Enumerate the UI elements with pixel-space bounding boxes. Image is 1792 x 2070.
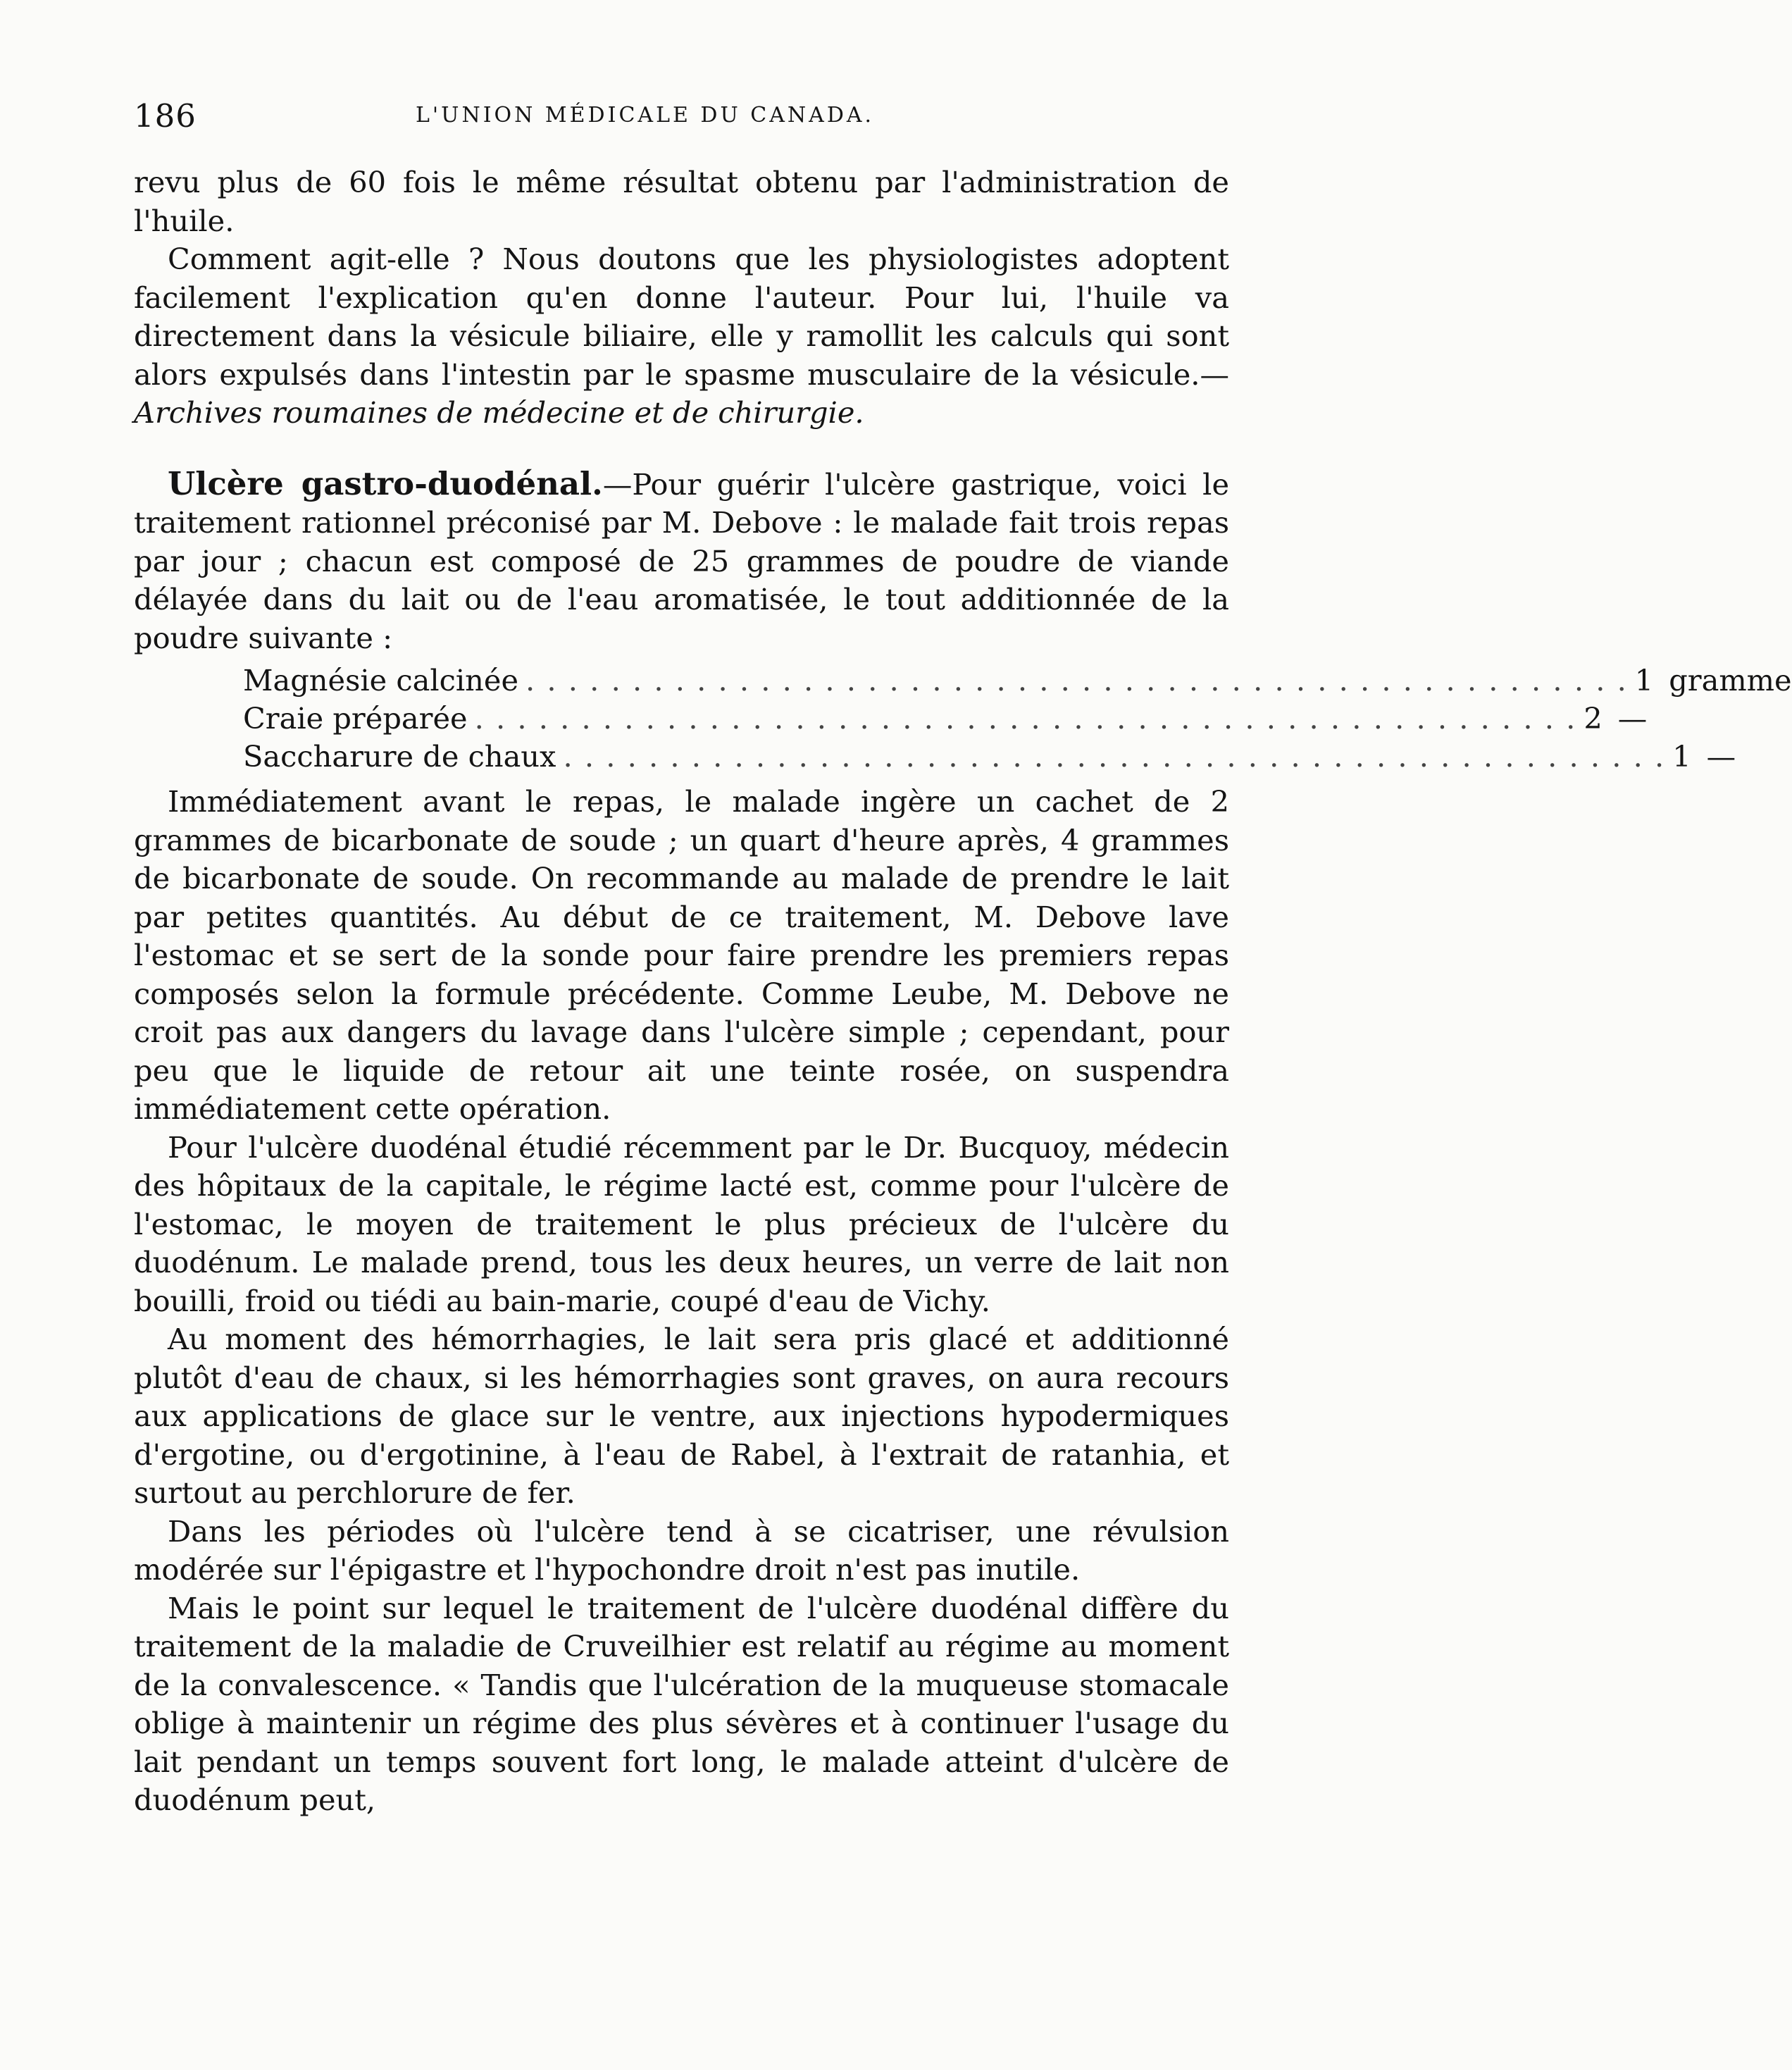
article2-paragraph-5: Mais le point sur lequel le traitement de l'ulcère duodénal diffère du traitement de la maladie de Cruveilhier est relatif au régime au moment de la convalescence. « Tandis que l'ulcération de la muqueuse stomacale oblige à maintenir un régime des plus sévères et à continuer l'usage du lait pendant un temps souvent fort long, le malade atteint d'ulcère de duodénum peut,: [134, 1590, 1229, 1817]
recipe-quantity: 1: [1672, 739, 1691, 774]
recipe-row: [243, 662, 1792, 700]
article2-paragraph-2: Pour l'ulcère duodénal étudié récemment par le Dr. Bucquoy, médecin des hôpitaux de la capitale, le régime lacté est, comme pour l'ulcère de l'estomac, le moyen de traitement le plus précieux de l'ulcère du duodénum. Le malade prend, tous les deux heures, un verre de lait non bouilli, froid ou tiédi au bain-marie, coupé d'eau de Vichy.: [134, 1129, 1229, 1318]
dot-leader: . . . . . . . . . . . . . . . . . . . . . . . . . . . . . . . . . . . . . . . . . . . . . . . . . . . .: [474, 701, 1577, 736]
article1-text: Comment agit-elle ? Nous doutons que les physiologistes adoptent facilement l'explication qu'en donne l'auteur. Pour lui, l'huile va directement dans la vésicule biliaire, elle y ramollit les calculs qui sont alors expulsés dans l'intestin par le spasme musculaire de la vésicule.—: [134, 242, 1229, 392]
article2-paragraph-1: Immédiatement avant le repas, le malade ingère un cachet de 2 grammes de bicarbonate de soude ; un quart d'heure après, 4 grammes de bicarbonate de soude. On recommande au malade de prendre le lait par petites quantités. Au début de ce traitement, M. Debove lave l'estomac et se sert de la sonde pour faire prendre les premiers repas composés selon la formule précédente. Comme Leube, M. Debove ne croit pas aux dangers du lavage dans l'ulcère simple ; cependant, pour peu que le liquide de retour ait une teinte rosée, on suspendra immédiatement cette opération.: [134, 784, 1229, 1126]
article1-paragraph-1: revu plus de 60 fois le même résultat obtenu par l'administration de l'huile.: [134, 165, 1229, 238]
recipe-row: [243, 738, 1736, 776]
page-header: [134, 97, 1229, 140]
page-number: 186: [134, 97, 197, 135]
article2-paragraph-4: Dans les périodes où l'ulcère tend à se cicatriser, une révulsion modérée sur l'épigastre et l'hypochondre droit n'est pas inutile.: [134, 1513, 1229, 1587]
recipe-unit: gramme: [1669, 663, 1792, 698]
article1-paragraph-2: [134, 240, 1229, 433]
recipe-unit: —: [1617, 701, 1648, 736]
article2-paragraph-3: Au moment des hémorrhagies, le lait sera pris glacé et additionné plutôt d'eau de chaux, si les hémorrhagies sont graves, on aura recours aux applications de glace sur le ventre, aux injections hypodermiques d'ergotine, ou d'ergotinine, à l'eau de Rabel, à l'extrait de ratanhia, et surtout au perchlorure de fer.: [134, 1322, 1229, 1510]
recipe-row: [243, 700, 1648, 738]
recipe-unit: —: [1706, 739, 1736, 774]
recipe-quantity: 2: [1583, 701, 1603, 736]
running-title: L'UNION MÉDICALE DU CANADA.: [416, 103, 875, 128]
section-title: Ulcère gastro-duodénal.: [168, 464, 603, 502]
recipe-ingredient: Magnésie calcinée: [243, 663, 519, 698]
recipe-quantity: 1: [1634, 663, 1654, 698]
dot-leader: . . . . . . . . . . . . . . . . . . . . . . . . . . . . . . . . . . . . . . . . . . . . . . . . . . . .: [525, 663, 1628, 698]
dot-leader: . . . . . . . . . . . . . . . . . . . . . . . . . . . . . . . . . . . . . . . . . . . . . . . . . . . .: [563, 739, 1666, 774]
article1-source: Archives roumaines de médecine et de chirurgie.: [134, 395, 864, 430]
recipe-table: [243, 662, 1792, 776]
article2-intro: —Pour guérir l'ulcère gastrique, voici le traitement rationnel préconisé par M. Debove : le malade fait trois repas par jour ; chacun est composé de 25 grammes de poudre de viande délayée dans du lait ou de l'eau aromatisée, le tout additionnée de la poudre suivante :: [134, 466, 1230, 655]
article2-intro-paragraph: [134, 465, 1229, 658]
recipe-ingredient: Saccharure de chaux: [243, 739, 556, 774]
page-body: [134, 163, 1792, 1820]
recipe-ingredient: Craie préparée: [243, 701, 468, 736]
